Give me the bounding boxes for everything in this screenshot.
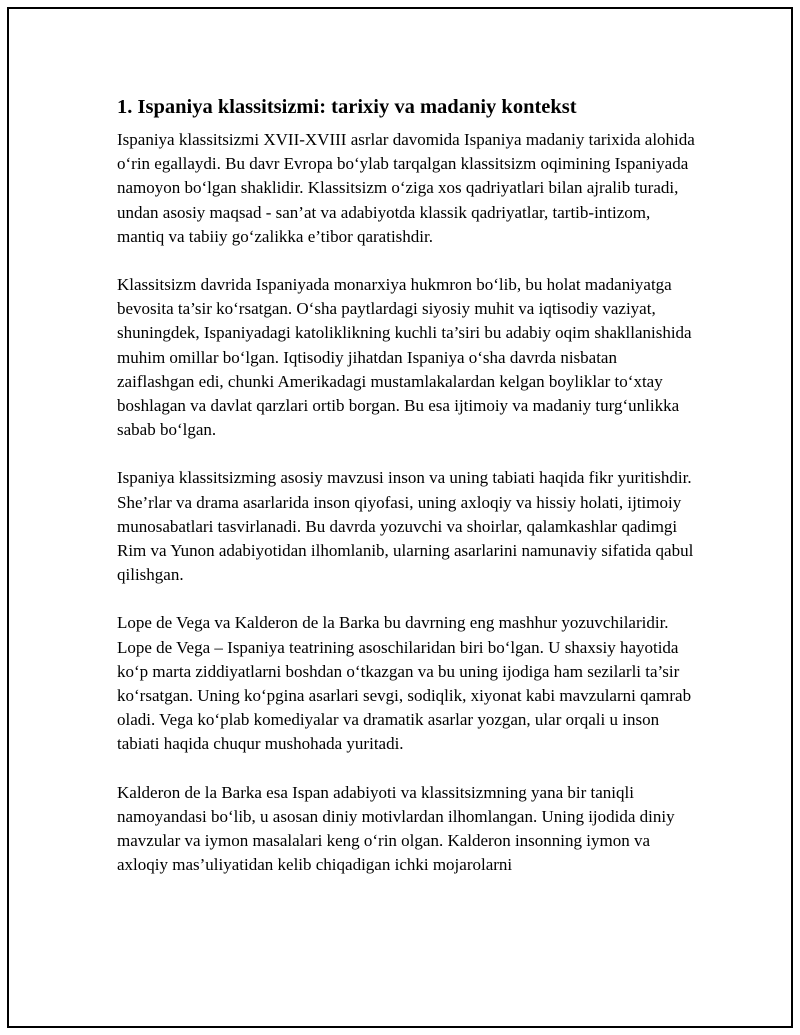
section-heading: 1. Ispaniya klassitsizmi: tarixiy va madaniy kontekst xyxy=(117,96,577,118)
paragraph-1: Ispaniya klassitsizmi XVII-XVIII asrlar davomida Ispaniya madaniy tarixida alohida o‘rin egallaydi. Bu davr Evropa bo‘ylab tarqalgan klassitsizm oqimining Ispaniyada namoyon bo‘lgan shaklidir. Klassitsizm o‘ziga xos qadriyatlari bilan ajralib turadi, undan asosiy maqsad - san’at va adabiyotda klassik qadriyatlar, tartib-intizom, mantiq va tabiiy go‘zalikka e’tibor qaratishdir. xyxy=(117,130,695,246)
document-body xyxy=(117,95,697,901)
paragraph-2: Klassitsizm davrida Ispaniyada monarxiya hukmron bo‘lib, bu holat madaniyatga bevosita ta’sir ko‘rsatgan. O‘sha paytlardagi siyosiy muhit va iqtisodiy vaziyat, shuningdek, Ispaniyadagi katoliklikning kuchli ta’siri bu adabiy oqim shakllanishida muhim omillar bo‘lgan. Iqtisodiy jihatdan Ispaniya o‘sha davrda nisbatan zaiflashgan edi, chunki Amerikadagi mustamlakalardan kelgan boyliklar to‘xtay boshlagan va davlat qarzlari ortib borgan. Bu esa ijtimoiy va madaniy turg‘unlikka sabab bo‘lgan. xyxy=(117,275,692,440)
paragraph-4: Lope de Vega va Kalderon de la Barka bu davrning eng mashhur yozuvchilaridir. Lope de Vega – Ispaniya teatrining asoschilaridan biri bo‘lgan. U shaxsiy hayotida ko‘p marta ziddiyatlarni boshdan o‘tkazgan va bu uning ijodiga ham sezilarli ta’sir ko‘rsatgan. Uning ko‘pgina asarlari sevgi, sodiqlik, xiyonat kabi mavzularni qamrab oladi. Vega ko‘plab komediyalar va dramatik asarlar yozgan, ular orqali u inson tabiati haqida chuqur mushohada yuritadi. xyxy=(117,613,692,754)
paragraph-5: Kalderon de la Barka esa Ispan adabiyoti va klassitsizmning yana bir taniqli namoyandasi bo‘lib, u asosan diniy motivlardan ilhomlangan. Uning ijodida diniy mavzular va iymon masalalari keng o‘rin olgan. Kalderon insonning iymon va axloqiy mas’uliyatidan kelib chiqadigan ichki mojarolarni xyxy=(117,782,675,875)
paragraph-3: Ispaniya klassitsizming asosiy mavzusi inson va uning tabiati haqida fikr yuritishdir. She’rlar va drama asarlarida inson qiyofasi, uning axloqiy va hissiy holati, ijtimoiy munosabatlari tasvirlanadi. Bu davrda yozuvchi va shoirlar, qalamkashlar qadimgi Rim va Yunon adabiyotidan ilhomlanib, ularning asarlarini namunaviy sifatida qabul qilishgan. xyxy=(117,468,694,585)
